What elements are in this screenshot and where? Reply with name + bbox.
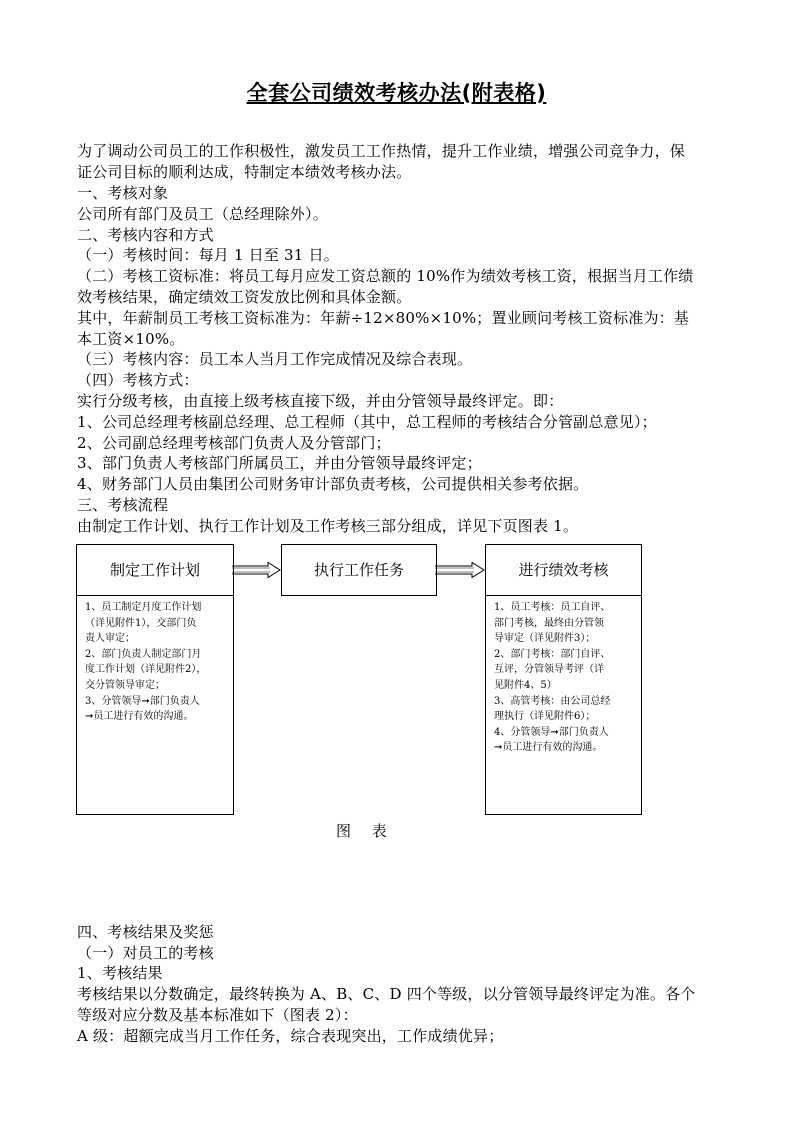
document-title: 全套公司绩效考核办法(附表格) [246, 81, 547, 105]
paragraph-line: 4、财务部门人员由集团公司财务审计部负责考核，公司提供相关参考依据。 [77, 475, 589, 493]
paragraph-line: 公司所有部门及员工（总经理除外）。 [77, 205, 328, 223]
paragraph-line: 2、公司副总经理考核部门负责人及分管部门； [77, 434, 391, 452]
flow-box-execute [281, 544, 437, 596]
paragraph-line: 等级对应分数及基本标准如下（图表 2）： [77, 1006, 358, 1024]
paragraph-line: A 级：超额完成当月工作任务，综合表现突出，工作成绩优异； [77, 1027, 504, 1045]
paragraph-line: 效考核结果，确定绩效工资发放比例和具体金额。 [77, 288, 412, 306]
paragraph-line: （一）考核时间：每月 1 日至 31 日。 [77, 246, 339, 264]
paragraph-line: （四）考核方式： [77, 371, 199, 389]
section-heading: 四、考核结果及奖惩 [77, 923, 214, 941]
flow-box-plan-title: 制定工作计划 [77, 545, 233, 596]
section-heading: 二、考核内容和方式 [77, 226, 214, 244]
paragraph-line: 其中，年薪制员工考核工资标准为：年薪÷12×80%×10%；置业顾问考核工资标准为：基 [77, 309, 690, 327]
flow-box-plan [76, 544, 234, 815]
flow-box-execute-title: 执行工作任务 [313, 561, 404, 579]
paragraph-line: 考核结果以分数确定，最终转换为 A、B、C、D 四个等级，以分管领导最终评定为准。各个 [77, 985, 696, 1003]
paragraph-line: 为了调动公司员工的工作积极性，激发员工工作热情，提升工作业绩，增强公司竞争力，保 [77, 142, 686, 160]
paragraph-line: （一）对员工的考核 [77, 944, 214, 962]
paragraph-line: （二）考核工资标准：将员工每月应发工资总额的 10%作为绩效考核工资，根据当月工作绩 [77, 267, 694, 285]
figure-caption: 图 表 [336, 822, 395, 840]
flow-box-evaluate-title: 进行绩效考核 [486, 545, 641, 596]
paragraph-line: 1、公司总经理考核副总经理、总工程师（其中，总工程师的考核结合分管副总意见）； [77, 413, 657, 431]
paragraph-line: 1、考核结果 [77, 964, 163, 982]
double-arrow-icon [232, 562, 281, 578]
flow-box-evaluate [485, 544, 642, 815]
paragraph-line: （三）考核内容：员工本人当月工作完成情况及综合表现。 [77, 350, 473, 368]
paragraph-line: 本工资×10%。 [77, 330, 185, 348]
section-heading: 一、考核对象 [77, 184, 169, 202]
flow-box-evaluate-body: 1、员工考核：员工自评、 部门考核，最终由分管领 导审定（详见附件3）； 2、部门考核：部门自评、 互评，分管领导考评（详 见附件4、5） 3、高管考核：由公司总经 理执行（详见附件6）； 4、分管领导➞部门负责人 ➞员工进行有效的沟通。 [494, 602, 611, 754]
double-arrow-icon [435, 562, 485, 578]
flow-box-plan-body: 1、员工制定月度工作计划 （详见附件1），交部门负 责人审定； 2、部门负责人制定部门月 度工作计划（详见附件2）， 交分管领导审定； 3、分管领导➞部门负责人 ➞员工进行有效的沟通。 [85, 602, 207, 723]
paragraph-line: 证公司目标的顺利达成，特制定本绩效考核办法。 [77, 163, 412, 181]
paragraph-line: 由制定工作计划、执行工作计划及工作考核三部分组成，详见下页图表 1。 [77, 517, 579, 535]
paragraph-line: 3、部门负责人考核部门所属员工，并由分管领导最终评定； [77, 454, 482, 472]
paragraph-line: 实行分级考核，由直接上级考核直接下级，并由分管领导最终评定。即： [77, 392, 564, 410]
section-heading: 三、考核流程 [77, 496, 169, 514]
